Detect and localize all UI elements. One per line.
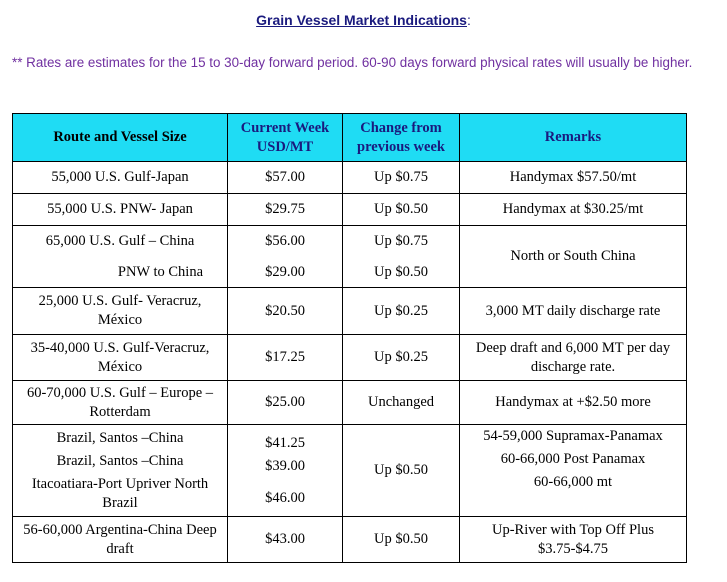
route-cell: [13, 425, 228, 517]
table-row: [13, 335, 687, 381]
route-line: Brazil, Santos –China: [56, 429, 184, 446]
table-row: [13, 288, 687, 335]
change-cell: Up $0.50: [343, 517, 460, 563]
title-colon: :: [466, 12, 471, 28]
remarks-cell: [460, 425, 687, 517]
rates-table: [12, 113, 687, 563]
change-cell: Up $0.50: [343, 425, 460, 517]
change-cell: Unchanged: [343, 381, 460, 425]
current-cell: $25.00: [228, 381, 343, 425]
route-cell: 55,000 U.S. PNW- Japan: [13, 194, 228, 226]
rates-note: ** Rates are estimates for the 15 to 30-day forward period. 60-90 days forward physical rates will usually be higher.: [12, 55, 693, 70]
table-header-row: [13, 114, 687, 162]
table-row: [13, 517, 687, 563]
table-row: [13, 425, 687, 517]
header-change: Change from previous week: [343, 114, 460, 162]
change-cell: Up $0.50: [343, 194, 460, 226]
remarks-cell: Handymax $57.50/mt: [460, 162, 687, 194]
route-line: Brazil, Santos –China: [56, 452, 184, 469]
route-cell: 65,000 U.S. Gulf – China: [13, 226, 228, 258]
route-cell: 56-60,000 Argentina-China Deep draft: [13, 517, 228, 563]
table-row: [13, 162, 687, 194]
page-title: [0, 12, 727, 28]
current-cell: [228, 425, 343, 517]
current-cell: $20.50: [228, 288, 343, 335]
header-route: Route and Vessel Size: [13, 114, 228, 162]
remarks-cell: 3,000 MT daily discharge rate: [460, 288, 687, 335]
route-cell: 60-70,000 U.S. Gulf – Europe – Rotterdam: [13, 381, 228, 425]
remarks-cell: North or South China: [460, 226, 687, 288]
current-cell: $57.00: [228, 162, 343, 194]
remarks-cell: Deep draft and 6,000 MT per day discharge rate.: [460, 335, 687, 381]
table-row: [13, 194, 687, 226]
current-cell: $43.00: [228, 517, 343, 563]
remarks-cell: Handymax at $30.25/mt: [460, 194, 687, 226]
current-cell: $56.00: [228, 226, 343, 258]
current-line: $39.00: [265, 457, 305, 474]
change-cell: Up $0.75: [343, 162, 460, 194]
change-cell: Up $0.25: [343, 335, 460, 381]
header-remarks: Remarks: [460, 114, 687, 162]
route-cell: 25,000 U.S. Gulf- Veracruz, México: [13, 288, 228, 335]
header-current-week: Current Week USD/MT: [228, 114, 343, 162]
current-cell: $29.00: [228, 258, 343, 288]
route-line: Itacoatiara-Port Upriver North Brazil: [31, 475, 209, 511]
current-line: $46.00: [265, 489, 305, 506]
table-row: [13, 381, 687, 425]
route-cell: 35-40,000 U.S. Gulf-Veracruz, México: [13, 335, 228, 381]
change-cell: Up $0.25: [343, 288, 460, 335]
remarks-line: 54-59,000 Supramax-Panamax: [483, 428, 663, 444]
title-text: Grain Vessel Market Indications: [256, 12, 467, 28]
route-cell: 55,000 U.S. Gulf-Japan: [13, 162, 228, 194]
change-cell: Up $0.50: [343, 258, 460, 288]
current-cell: $17.25: [228, 335, 343, 381]
remarks-cell: Handymax at +$2.50 more: [460, 381, 687, 425]
remarks-line: 60-66,000 Post Panamax: [500, 451, 646, 467]
remarks-line: 60-66,000 mt: [533, 474, 613, 490]
current-line: $41.25: [265, 434, 305, 451]
table-row: [13, 226, 687, 258]
route-sub-label: PNW to China: [117, 263, 203, 280]
current-cell: $29.75: [228, 194, 343, 226]
route-cell: [13, 258, 228, 288]
remarks-cell: Up-River with Top Off Plus $3.75-$4.75: [460, 517, 687, 563]
change-cell: Up $0.75: [343, 226, 460, 258]
